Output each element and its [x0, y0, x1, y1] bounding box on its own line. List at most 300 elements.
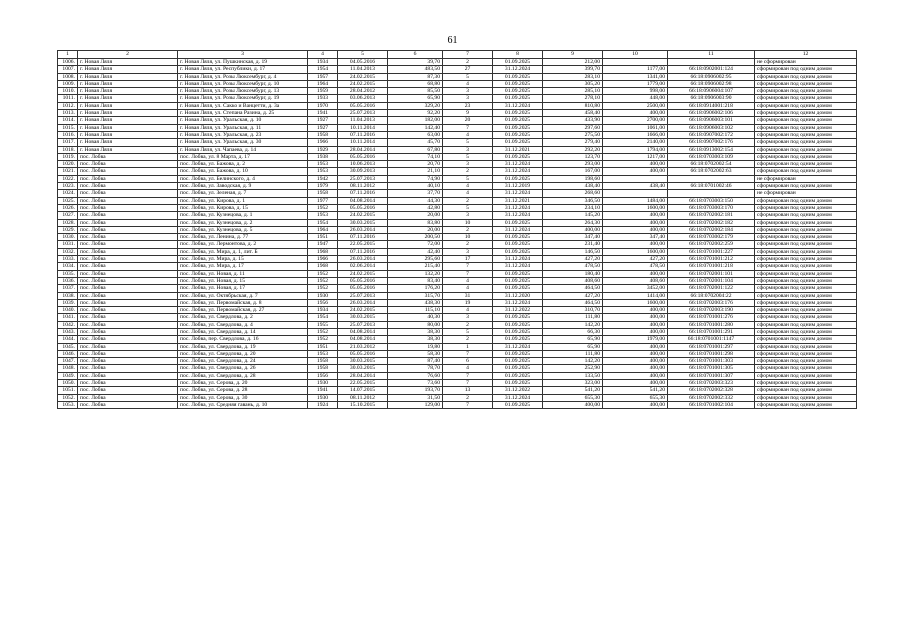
cell-build-year: 1938: [308, 153, 338, 160]
cell-build-year: 1952: [308, 285, 338, 292]
cell-build-year: 1953: [308, 161, 338, 168]
cell-value-a: 427,20: [543, 292, 603, 299]
cell-row-number: 1034.: [58, 263, 78, 270]
cell-date: 05.05.2016: [338, 153, 388, 160]
cell-build-year: 1956: [308, 299, 338, 306]
cell-address: пос. Лобва, ул. 8 Марта, д. 17: [178, 153, 308, 160]
cell-row-number: 1010.: [58, 88, 78, 95]
cell-settlement: пос. Лобва: [78, 365, 178, 372]
cell-row-number: 1040.: [58, 307, 78, 314]
cell-row-number: 1028.: [58, 219, 78, 226]
cell-value-b: 1484,00: [603, 197, 668, 204]
cell-cadastral-number: 66:18:0906003:90: [668, 95, 755, 102]
cell-date: 24.02.2015: [338, 212, 388, 219]
cell-status: сформирован под одним домом: [755, 292, 857, 299]
cell-count: 3: [443, 212, 493, 219]
cell-count: 13: [443, 387, 493, 394]
cell-area: 21,10: [388, 168, 443, 175]
cell-row-number: 1008.: [58, 73, 78, 80]
table-row: [58, 102, 857, 109]
table-row: [58, 292, 857, 299]
table-row: [58, 212, 857, 219]
cell-area: 78,70: [388, 365, 443, 372]
cell-value-a: 268,60: [543, 190, 603, 197]
housing-registry-table: [57, 50, 857, 409]
cell-status: сформирован под одним домом: [755, 277, 857, 284]
cell-row-number: 1029.: [58, 226, 78, 233]
cell-date: 10.06.2013: [338, 161, 388, 168]
cell-value-a: 399,70: [543, 66, 603, 73]
table-row: [58, 343, 857, 350]
cell-row-number: 1051.: [58, 387, 78, 394]
cell-count: 7: [443, 124, 493, 131]
cell-settlement: пос. Лобва: [78, 336, 178, 343]
cell-address: пос. Лобва, ул. Первомайская, д. 27: [178, 307, 308, 314]
cell-status: сформирован под одним домом: [755, 110, 857, 117]
cell-deadline: 01.09.2025: [493, 110, 543, 117]
cell-cadastral-number: 66:18:0701002:46: [668, 183, 755, 190]
cell-count: 3: [443, 95, 493, 102]
cell-deadline: 01.09.2025: [493, 365, 543, 372]
cell-settlement: пос. Лобва: [78, 292, 178, 299]
cell-area: 31,50: [388, 394, 443, 401]
cell-value-a: 234,10: [543, 204, 603, 211]
cell-value-a: 400,00: [543, 226, 603, 233]
cell-row-number: 1026.: [58, 204, 78, 211]
cell-value-a: 297,60: [543, 124, 603, 131]
cell-build-year: 1954: [308, 66, 338, 73]
cell-value-a: 167,00: [543, 168, 603, 175]
table-row: [58, 321, 857, 328]
cell-cadastral-number: 66:18:0702003:190: [668, 307, 755, 314]
cell-area: 65,90: [388, 95, 443, 102]
table-row: [58, 146, 857, 153]
cell-status: сформирован под одним домом: [755, 219, 857, 226]
cell-settlement: г. Новая Ляля: [78, 146, 178, 153]
cell-count: 7: [443, 380, 493, 387]
cell-value-a: 283,10: [543, 73, 603, 80]
column-header: 7: [443, 51, 493, 59]
cell-cadastral-number: 66:18:0702002:181: [668, 212, 755, 219]
cell-address: пос. Лобва, ул. Кузнецова, д. 1: [178, 212, 308, 219]
cell-deadline: 31.12.2024: [493, 263, 543, 270]
cell-status: сформирован под одним домом: [755, 336, 857, 343]
cell-count: 5: [443, 139, 493, 146]
column-header: 4: [308, 51, 338, 59]
cell-value-a: 347,40: [543, 234, 603, 241]
cell-value-b: 400,00: [603, 270, 668, 277]
cell-settlement: пос. Лобва: [78, 321, 178, 328]
table-row: [58, 263, 857, 270]
cell-count: 7: [443, 270, 493, 277]
cell-status: сформирован под одним домом: [755, 372, 857, 379]
cell-settlement: пос. Лобва: [78, 234, 178, 241]
cell-count: 2: [443, 197, 493, 204]
cell-status: сформирован под одним домом: [755, 401, 857, 408]
cell-count: 2: [443, 336, 493, 343]
cell-address: пос. Лобва, ул. Свердлова, д. 28: [178, 372, 308, 379]
cell-count: 19: [443, 299, 493, 306]
cell-settlement: пос. Лобва: [78, 190, 178, 197]
cell-row-number: 1019.: [58, 153, 78, 160]
column-header: 6: [388, 51, 443, 59]
cell-status: сформирован под одним домом: [755, 314, 857, 321]
cell-row-number: 1046.: [58, 350, 78, 357]
cell-status: сформирован под одним домом: [755, 226, 857, 233]
cell-status: не сформирован: [755, 175, 857, 182]
cell-status: сформирован под одним домом: [755, 183, 857, 190]
cell-status: сформирован под одним домом: [755, 73, 857, 80]
cell-address: пос. Лобва, ул. Свердлова, д. 24: [178, 358, 308, 365]
cell-value-a: 275,50: [543, 131, 603, 138]
cell-row-number: 1025.: [58, 197, 78, 204]
cell-build-year: 1959: [308, 88, 338, 95]
cell-deadline: 31.12.2024: [493, 299, 543, 306]
cell-settlement: пос. Лобва: [78, 358, 178, 365]
cell-value-b: 400,00: [603, 161, 668, 168]
cell-area: 44,30: [388, 197, 443, 204]
cell-count: 1: [443, 343, 493, 350]
cell-row-number: 1049.: [58, 372, 78, 379]
cell-value-b: 408,60: [603, 277, 668, 284]
cell-cadastral-number: 66:18:0701001:298: [668, 350, 755, 357]
cell-settlement: пос. Лобва: [78, 197, 178, 204]
cell-build-year: 1958: [308, 190, 338, 197]
cell-cadastral-number: 66:18:0702004:22: [668, 292, 755, 299]
cell-build-year: 1947: [308, 241, 338, 248]
cell-area: 40,30: [388, 314, 443, 321]
cell-area: 39,70: [388, 59, 443, 66]
cell-count: 4: [443, 365, 493, 372]
cell-value-b: 400,00: [603, 226, 668, 233]
cell-date: 28.04.2014: [338, 146, 388, 153]
cell-value-b: 1341,00: [603, 73, 668, 80]
cell-value-a: 142,20: [543, 321, 603, 328]
cell-value-a: 278,10: [543, 95, 603, 102]
table-row: [58, 197, 857, 204]
cell-date: 04.08.2014: [338, 336, 388, 343]
cell-count: 7: [443, 372, 493, 379]
cell-build-year: 1957: [308, 73, 338, 80]
cell-count: 2: [443, 226, 493, 233]
cell-date: 07.11.2016: [338, 234, 388, 241]
cell-count: 4: [443, 190, 493, 197]
cell-date: 07.11.2016: [338, 131, 388, 138]
cell-count: 10: [443, 219, 493, 226]
cell-count: 6: [443, 358, 493, 365]
cell-value-b: 400,00: [603, 350, 668, 357]
cell-date: 04.08.2014: [338, 328, 388, 335]
table-row: [58, 401, 857, 408]
cell-count: 7: [443, 350, 493, 357]
table-row: [58, 124, 857, 131]
cell-cadastral-number: 66:18:0701001:307: [668, 372, 755, 379]
cell-status: сформирован под одним домом: [755, 212, 857, 219]
table-row: [58, 270, 857, 277]
cell-value-a: 142,20: [543, 358, 603, 365]
cell-status: сформирован под одним домом: [755, 241, 857, 248]
cell-date: 05.05.2016: [338, 277, 388, 284]
cell-status: сформирован под одним домом: [755, 365, 857, 372]
cell-value-b: 2140,00: [603, 139, 668, 146]
cell-address: пос. Лобва, ул. Мира, д. 15: [178, 256, 308, 263]
cell-count: 9: [443, 110, 493, 117]
cell-deadline: 31.12.2024: [493, 256, 543, 263]
cell-build-year: 1951: [308, 234, 338, 241]
cell-deadline: 31.12.2024: [493, 190, 543, 197]
cell-value-a: 285,10: [543, 88, 603, 95]
cell-deadline: 01.09.2025: [493, 328, 543, 335]
cell-value-a: 212,00: [543, 59, 603, 66]
cell-cadastral-number: 66:18:0906003:102: [668, 124, 755, 131]
cell-build-year: 1952: [308, 204, 338, 211]
cell-area: 142,40: [388, 124, 443, 131]
cell-address: пос. Лобва, ул. Серова, д. 20: [178, 380, 308, 387]
cell-deadline: 01.09.2025: [493, 248, 543, 255]
cell-status: не сформирован: [755, 59, 857, 66]
cell-date: 04.05.2016: [338, 59, 388, 66]
cell-value-b: 1979,00: [603, 336, 668, 343]
cell-row-number: 1036.: [58, 277, 78, 284]
cell-address: г. Новая Ляля, ул. Уральская, д. 11: [178, 124, 308, 131]
cell-value-b: 400,00: [603, 219, 668, 226]
cell-status: сформирован под одним домом: [755, 88, 857, 95]
column-header: 9: [543, 51, 603, 59]
cell-build-year: 1968: [308, 248, 338, 255]
cell-cadastral-number: 66:18:0702001:122: [668, 285, 755, 292]
cell-date: 26.03.2014: [338, 299, 388, 306]
cell-area: 20,00: [388, 226, 443, 233]
cell-address: пос. Лобва, ул. Бажова, д. 10: [178, 168, 308, 175]
cell-value-a: 458,40: [543, 110, 603, 117]
cell-area: 315,70: [388, 292, 443, 299]
cell-value-b: 400,00: [603, 372, 668, 379]
cell-value-b: 2700,00: [603, 117, 668, 124]
cell-area: 129,00: [388, 401, 443, 408]
cell-status: сформирован под одним домом: [755, 102, 857, 109]
cell-area: 200,50: [388, 234, 443, 241]
cell-value-b: 998,00: [603, 88, 668, 95]
cell-area: 58,30: [388, 350, 443, 357]
cell-settlement: пос. Лобва: [78, 299, 178, 306]
cell-value-a: 123,70: [543, 153, 603, 160]
cell-address: пос. Лобва, ул. Серова, д. 28: [178, 387, 308, 394]
cell-area: 40,10: [388, 183, 443, 190]
cell-settlement: пос. Лобва: [78, 212, 178, 219]
cell-address: пос. Лобва, пер. Свердлова, д. 16: [178, 336, 308, 343]
cell-date: 11.04.2013: [338, 117, 388, 124]
column-header: 5: [338, 51, 388, 59]
cell-date: 26.03.2014: [338, 256, 388, 263]
cell-area: 42,40: [388, 248, 443, 255]
cell-count: 4: [443, 183, 493, 190]
cell-count: 4: [443, 80, 493, 87]
cell-area: 20,70: [388, 161, 443, 168]
cell-date: 30.03.2015: [338, 365, 388, 372]
cell-deadline: 31.12.2024: [493, 168, 543, 175]
cell-row-number: 1042.: [58, 321, 78, 328]
cell-deadline: 31.12.2024: [493, 161, 543, 168]
cell-cadastral-number: 66:18:0906002:98: [668, 80, 755, 87]
cell-address: пос. Лобва, ул. Мира, д. 17: [178, 263, 308, 270]
cell-area: 215,40: [388, 263, 443, 270]
cell-value-a: 231,40: [543, 241, 603, 248]
cell-deadline: 01.09.2025: [493, 314, 543, 321]
table-row: [58, 226, 857, 233]
cell-address: пос. Лобва, ул. Кузнецова, д. 2: [178, 219, 308, 226]
table-row: [58, 372, 857, 379]
cell-row-number: 1006.: [58, 59, 78, 66]
cell-deadline: 31.12.2024: [493, 226, 543, 233]
cell-build-year: 1953: [308, 168, 338, 175]
cell-area: 182,00: [388, 117, 443, 124]
cell-value-a: 111,80: [543, 350, 603, 357]
cell-settlement: пос. Лобва: [78, 183, 178, 190]
table-body: [58, 59, 857, 409]
cell-deadline: 01.09.2025: [493, 350, 543, 357]
cell-address: г. Новая Ляля, ул. Степана Разина, д. 25: [178, 110, 308, 117]
cell-address: г. Новая Ляля, ул. Уральская, д. 23: [178, 131, 308, 138]
cell-area: 63,00: [388, 131, 443, 138]
cell-cadastral-number: 66:18:0702002:63: [668, 168, 755, 175]
table-row: [58, 183, 857, 190]
table-row: [58, 380, 857, 387]
cell-settlement: г. Новая Ляля: [78, 80, 178, 87]
cell-value-b: 448,00: [603, 95, 668, 102]
cell-status: сформирован под одним домом: [755, 358, 857, 365]
cell-status: сформирован под одним домом: [755, 153, 857, 160]
cell-status: сформирован под одним домом: [755, 146, 857, 153]
cell-cadastral-number: 66:18:0906003:101: [668, 117, 755, 124]
cell-build-year: 1958: [308, 358, 338, 365]
cell-value-b: 1600,00: [603, 248, 668, 255]
cell-value-a: 180,40: [543, 270, 603, 277]
table-row: [58, 59, 857, 66]
cell-value-b: 400,00: [603, 358, 668, 365]
cell-status: сформирован под одним домом: [755, 350, 857, 357]
cell-cadastral-number: 66:18:0702001:104: [668, 277, 755, 284]
cell-value-b: 400,00: [603, 212, 668, 219]
cell-build-year: 1954: [308, 314, 338, 321]
cell-row-number: 1048.: [58, 365, 78, 372]
table-row: [58, 314, 857, 321]
cell-date: 14.07.2015: [338, 387, 388, 394]
cell-row-number: 1022.: [58, 175, 78, 182]
cell-cadastral-number: 66:18:0907002:176: [668, 139, 755, 146]
table-row: [58, 73, 857, 80]
cell-row-number: 1007.: [58, 66, 78, 73]
cell-value-b: 400,00: [603, 241, 668, 248]
cell-count: 2: [443, 241, 493, 248]
cell-row-number: 1037.: [58, 285, 78, 292]
cell-settlement: г. Новая Ляля: [78, 139, 178, 146]
cell-cadastral-number: 66:18:0914001:218: [668, 102, 755, 109]
cell-count: 4: [443, 285, 493, 292]
cell-count: 3: [443, 88, 493, 95]
cell-cadastral-number: 66:18:0906002:106: [668, 110, 755, 117]
cell-build-year: 1941: [308, 110, 338, 117]
cell-cadastral-number: [668, 59, 755, 66]
cell-address: пос. Лобва, ул. Свердлова, д. 26: [178, 365, 308, 372]
cell-address: пос. Лобва, ул. Новая, д. 15: [178, 277, 308, 284]
cell-value-a: 464,50: [543, 285, 603, 292]
cell-deadline: 01.09.2025: [493, 358, 543, 365]
cell-status: сформирован под одним домом: [755, 124, 857, 131]
cell-deadline: 31.12.2024: [493, 394, 543, 401]
cell-row-number: 1024.: [58, 190, 78, 197]
cell-count: 2: [443, 168, 493, 175]
cell-status: сформирован под одним домом: [755, 197, 857, 204]
cell-value-b: 1666,00: [603, 131, 668, 138]
cell-date: 22.05.2015: [338, 380, 388, 387]
cell-deadline: 01.09.2025: [493, 95, 543, 102]
cell-value-b: 1794,00: [603, 146, 668, 153]
table-row: [58, 95, 857, 102]
cell-settlement: г. Новая Ляля: [78, 66, 178, 73]
cell-count: 2: [443, 394, 493, 401]
table-row: [58, 139, 857, 146]
cell-count: 27: [443, 66, 493, 73]
cell-row-number: 1035.: [58, 270, 78, 277]
cell-build-year: 1934: [308, 59, 338, 66]
cell-address: г. Новая Ляля, ул. Розы Люксембург, д. 4: [178, 73, 308, 80]
cell-deadline: 01.09.2025: [493, 401, 543, 408]
cell-deadline: 31.12.2024: [493, 343, 543, 350]
cell-build-year: 1953: [308, 350, 338, 357]
cell-deadline: 01.09.2025: [493, 153, 543, 160]
cell-date: 24.02.2015: [338, 307, 388, 314]
cell-row-number: 1027.: [58, 212, 78, 219]
cell-build-year: 1951: [308, 343, 338, 350]
table-row: [58, 161, 857, 168]
cell-area: 193,70: [388, 387, 443, 394]
cell-row-number: 1018.: [58, 146, 78, 153]
cell-area: 45,70: [388, 139, 443, 146]
column-header: 3: [178, 51, 308, 59]
cell-value-a: 198,60: [543, 175, 603, 182]
cell-address: пос. Лобва, ул. Серова, д. 30: [178, 394, 308, 401]
cell-status: сформирован под одним домом: [755, 394, 857, 401]
cell-value-a: 541,20: [543, 387, 603, 394]
table-row: [58, 307, 857, 314]
cell-status: сформирован под одним домом: [755, 131, 857, 138]
cell-settlement: пос. Лобва: [78, 285, 178, 292]
cell-value-a: 65,90: [543, 343, 603, 350]
cell-value-b: 1414,00: [603, 292, 668, 299]
cell-cadastral-number: 66:18:0703003:170: [668, 204, 755, 211]
cell-address: пос. Лобва, ул. Зеленая, д. 7: [178, 190, 308, 197]
cell-settlement: г. Новая Ляля: [78, 73, 178, 80]
cell-cadastral-number: 66:18:0701001:305: [668, 365, 755, 372]
cell-deadline: 01.09.2025: [493, 241, 543, 248]
cell-status: сформирован под одним домом: [755, 248, 857, 255]
cell-cadastral-number: 66:18:0701001:291: [668, 328, 755, 335]
cell-row-number: 1013.: [58, 110, 78, 117]
table-row: [58, 131, 857, 138]
cell-area: 176,20: [388, 285, 443, 292]
cell-settlement: пос. Лобва: [78, 219, 178, 226]
cell-address: г. Новая Ляля, ул. Розы Люксембург, д. 19: [178, 95, 308, 102]
cell-count: 3: [443, 146, 493, 153]
cell-settlement: пос. Лобва: [78, 263, 178, 270]
cell-count: 4: [443, 307, 493, 314]
cell-status: сформирован под одним домом: [755, 139, 857, 146]
cell-status: сформирован под одним домом: [755, 299, 857, 306]
cell-value-b: 1177,00: [603, 66, 668, 73]
cell-settlement: пос. Лобва: [78, 226, 178, 233]
cell-build-year: 1934: [308, 307, 338, 314]
cell-date: 05.05.2016: [338, 204, 388, 211]
